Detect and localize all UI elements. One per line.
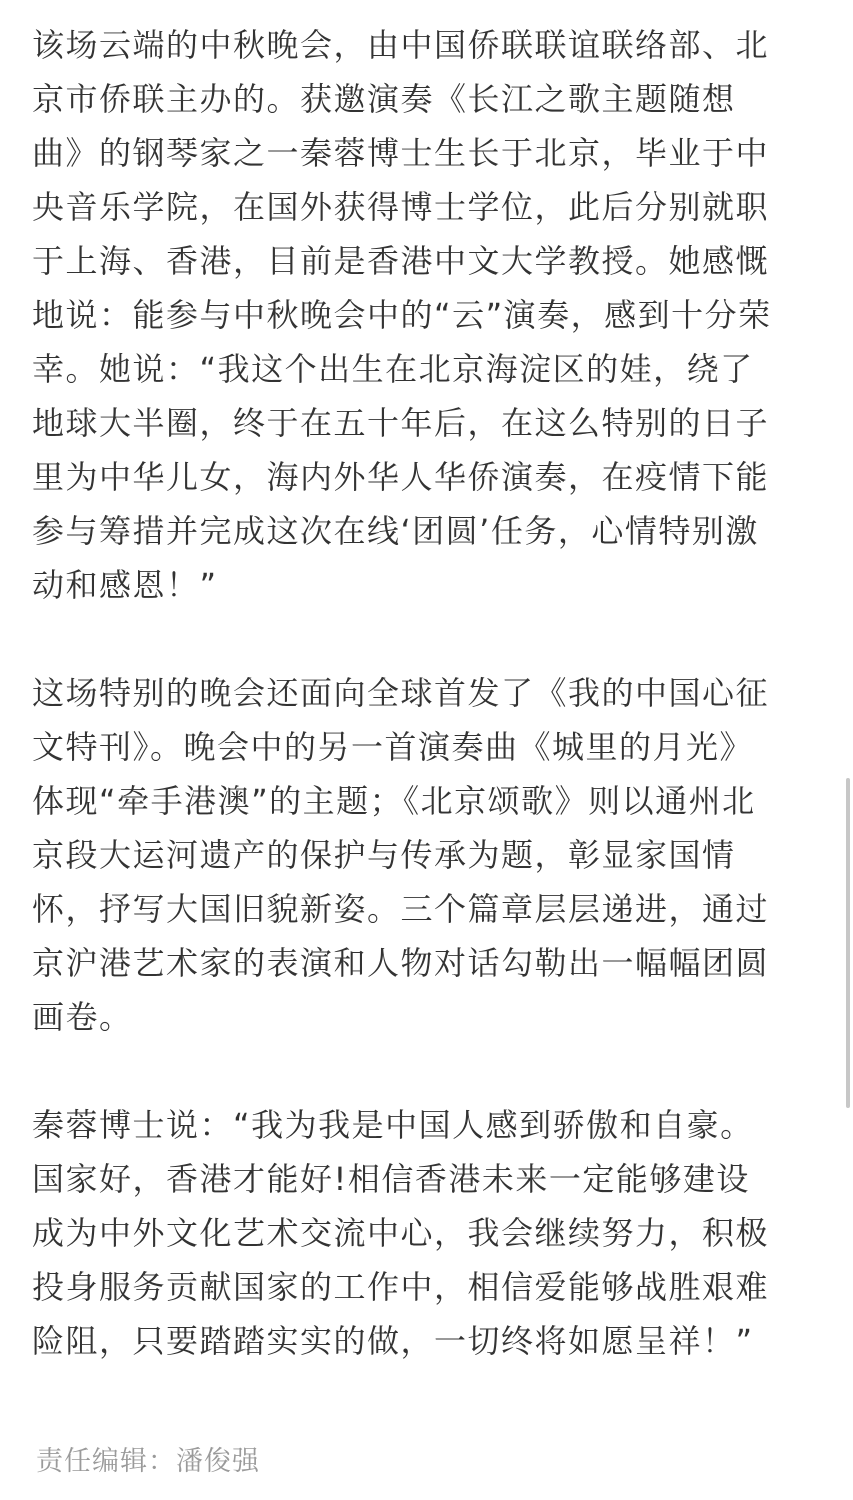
paragraph-line: 险阻，只要踏踏实实的做，一切终将如愿呈祥！” <box>32 1322 754 1360</box>
paragraph-line: 画卷。 <box>32 998 133 1036</box>
paragraph-line: 秦蓉博士说：“我为我是中国人感到骄傲和自豪。 <box>32 1106 754 1144</box>
paragraph-line: 参与筹措并完成这次在线‘团圆’任务，心情特别激 <box>32 512 759 550</box>
paragraph-line: 京段大运河遗产的保护与传承为题，彰显家国情 <box>32 836 736 874</box>
paragraph-line: 体现“牵手港澳”的主题；《北京颂歌》则以通州北 <box>32 782 756 820</box>
paragraph-1 <box>32 18 822 612</box>
article-body <box>32 18 822 1368</box>
scrollbar-thumb[interactable] <box>846 778 850 1108</box>
paragraph-line: 投身服务贡献国家的工作中，相信爱能够战胜艰难 <box>32 1268 770 1306</box>
paragraph-line: 京沪港艺术家的表演和人物对话勾勒出一幅幅团圆 <box>32 944 770 982</box>
paragraph-line: 曲》的钢琴家之一秦蓉博士生长于北京，毕业于中 <box>32 134 770 172</box>
paragraph-line: 地说：能参与中秋晚会中的“云”演奏，感到十分荣 <box>32 296 772 334</box>
paragraph-line: 里为中华儿女，海内外华人华侨演奏，在疫情下能 <box>32 458 770 496</box>
paragraph-spacer <box>32 612 822 666</box>
paragraph-line: 文特刊》。晚会中的另一首演奏曲《城里的月光》 <box>32 728 754 766</box>
paragraph-line: 央音乐学院，在国外获得博士学位，此后分别就职 <box>32 188 770 226</box>
paragraph-line: 国家好，香港才能好!相信香港未来一定能够建设 <box>32 1160 750 1198</box>
paragraph-spacer <box>32 1044 822 1098</box>
paragraph-2 <box>32 666 822 1044</box>
paragraph-line: 京市侨联主办的。获邀演奏《长江之歌主题随想 <box>32 80 736 118</box>
paragraph-line: 该场云端的中秋晚会，由中国侨联联谊联络部、北 <box>32 26 770 64</box>
paragraph-line: 这场特别的晚会还面向全球首发了《我的中国心征 <box>32 674 770 712</box>
paragraph-line: 幸。她说：“我这个出生在北京海淀区的娃，绕了 <box>32 350 754 388</box>
paragraph-line: 成为中外文化艺术交流中心，我会继续努力，积极 <box>32 1214 770 1252</box>
editor-credit: 责任编辑：潘俊强 <box>36 1446 260 1477</box>
paragraph-line: 于上海、香港，目前是香港中文大学教授。她感慨 <box>32 242 770 280</box>
paragraph-line: 怀，抒写大国旧貌新姿。三个篇章层层递进，通过 <box>32 890 770 928</box>
paragraph-line: 动和感恩！” <box>32 566 218 604</box>
paragraph-line: 地球大半圈，终于在五十年后，在这么特别的日子 <box>32 404 770 442</box>
paragraph-3 <box>32 1098 822 1368</box>
